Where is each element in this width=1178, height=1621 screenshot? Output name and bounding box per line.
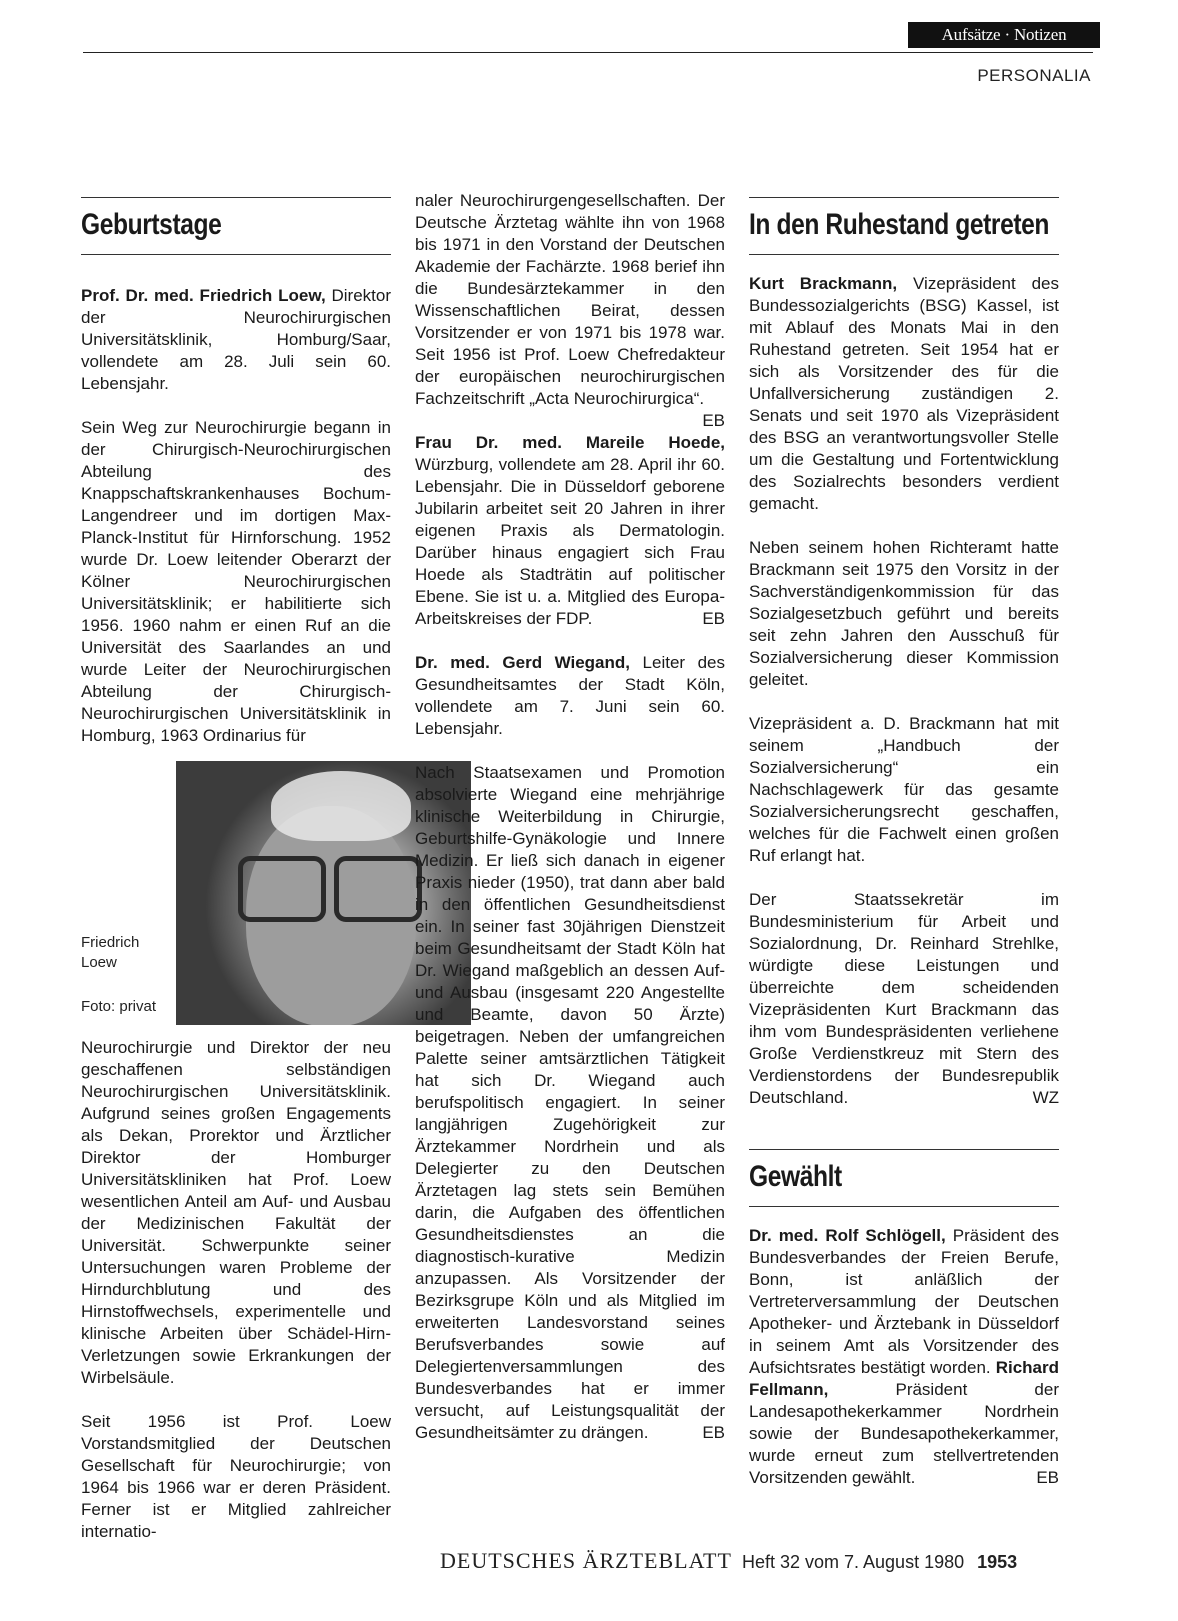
portrait-block [81,761,391,1031]
brackmann-p2: Neben seinem hohen Richteramt hatte Brackmann seit 1975 den Vorsitz in der Sachverständigenkommission für das Sozialgesetzbuch geführt und bereits seit zehn Jahren den Ausschuß für Sozialversicherung dieser Kommission geleitet. [749,538,1059,689]
magazine-name: DEUTSCHES ÄRZTEBLATT [440,1548,732,1573]
top-rule [83,52,1093,53]
loew-continued: Neurochirurgie und Direktor der neu geschaffenen selbständigen Neurochirurgischen Universitätsklinik. Aufgrund seines großen Engagements als Dekan, Prorektor und Ärztlicher Direktor der Homburger Universitätskliniken hat Prof. Loew wesentlichen Anteil am Auf- und Ausbau der Medizinischen Fakultät der Universität. Schwerpunkte seiner Untersuchungen waren Probleme der Hirndurchblutung und des Hirnstoffwechsels, experimentelle und klinische Arbeiten über Schädel-Hirn-Verletzungen sowie Erkrankungen der Wirbelsäule. [81,1038,391,1387]
schloegell-entry: Dr. med. Rolf Schlögell, Präsident des Bundesverbandes der Freien Berufe, Bonn, ist anläßlich der Vertreterversammlung der Deutschen Apotheker- und Ärztebank in Düsseldorf in seinem Amt als Vorsitzender des Aufsichtsrates bestätigt worden. Richard Fellmann, Präsident der Landesapothekerkammer Nordrhein sowie der Bundesapothekerkammer, wurde erneut zum stellvertretenden Vorsitzenden gewählt. EB [749,1226,1059,1487]
heading-gewaehlt: Gewählt [749,1160,842,1193]
loew-intro: Prof. Dr. med. Friedrich Loew, Direktor der Neurochirurgischen Universitätsklinik, Homburg/Saar, vollendete am 28. Juli sein 60. Lebensjahr. [81,286,392,393]
brackmann-name: Kurt Brackmann, [749,274,898,293]
column-1 [81,197,391,1543]
brackmann-p3: Vizepräsident a. D. Brackmann hat mit seinem „Handbuch der Sozialversicherung“ ein Nachschlagewerk für das gesamte Sozialversicherungsrecht geschaffen, welches für die Fachwelt einen großen Ruf erlangt hat. [749,714,1059,865]
signature-eb: EB [702,411,725,430]
loew-society: Seit 1956 ist Prof. Loew Vorstandsmitglied der Deutschen Gesellschaft für Neurochirurgie; von 1964 bis 1966 war er deren Präsident. Ferner ist er Mitglied zahlreicher internatio- [81,1412,391,1541]
signature-eb: EB [702,609,725,628]
signature-eb: EB [1036,1468,1059,1487]
column-2 [415,190,725,1444]
wiegand-career: Nach Staatsexamen und Promotion absolvierte Wiegand eine mehrjährige klinische Weiterbildung in Chirurgie, Geburtshilfe-Gynäkologie und Innere Medizin. Er ließ sich danach in eigener Praxis nieder (1950), trat dann aber bald in den öffentlichen Gesundheitsdienst ein. In seiner fast 30jährigen Dienstzeit beim Gesundheitsamt der Stadt Köln hat Dr. Wiegand maßgeblich an dessen Auf- und Ausbau (insgesamt 220 Angestellte und Beamte, davon 50 Ärzte) beigetragen. Neben der umfangreichen Palette seiner amtsärztlichen Tätigkeit hat sich Dr. Wiegand auch berufspolitisch engagiert. In seiner langjährigen Zugehörigkeit zur Ärztekammer Nordrhein und als Delegierter zu den Deutschen Ärztetagen lag stets sein Bemühen darin, die Aufgaben des öffentlichen Gesundheitsdienstes an die diagnostisch-kurative Medizin anzupassen. Als Vorsitzender der Bezirksgrupe Köln und als Mitglied im erweiterten Landesvorstand seines Berufsverbandes sowie auf Delegiertenversammlungen des Bundesverbandes hat er immer versucht, auf Leistungsqualität der Gesundheitsämter zu drängen. EB [415,763,725,1442]
heading-ruhestand: In den Ruhestand getreten [749,208,1050,241]
column-3 [749,197,1059,1489]
hoede-entry: Frau Dr. med. Mareile Hoede, Würzburg, vollendete am 28. April ihr 60. Lebensjahr. Die in Düsseldorf geborene Jubilarin arbeitet seit 20 Jahren in ihrer eigenen Praxis als Dermatologin. Darüber hinaus engagiert sich Frau Hoede als Stadträtin auf politischer Ebene. Sie ist u. a. Mitglied des Europa-Arbeitskreises der FDP. EB [415,433,725,628]
photo-credit: Foto: privat [81,998,157,1015]
wiegand-intro: Dr. med. Gerd Wiegand, Leiter des Gesundheitsamtes der Stadt Köln, vollendete am 7. Juni sein 60. Lebensjahr. [415,653,725,738]
fellmann-name: Richard Fellmann, [749,1358,1059,1399]
photo-caption: Friedrich Loew [81,934,140,971]
signature-eb: EB [702,1423,725,1442]
loew-career: Sein Weg zur Neurochirurgie begann in der Chirurgisch-Neurochirurgischen Abteilung des Knappschaftskrankenhauses Bochum-Langendreer und im dortigen Max-Planck-Institut für Hirnforschung. 1952 wurde Dr. Loew leitender Oberarzt der Kölner Neurochirurgischen Universitätsklinik; er habilitierte sich 1956. 1960 nahm er einen Ruf an die Universität des Saarlandes an und wurde Leiter der Neurochirurgischen Abteilung der Chirurgisch-Neurochirurgischen Universitätsklinik in Homburg, 1963 Ordinarius für [81,418,391,745]
heading-rule-bottom [81,254,391,255]
page-footer [440,1548,1017,1574]
wiegand-name: Dr. med. Gerd Wiegand, [415,653,631,672]
heading-geburtstage: Geburtstage [81,208,222,241]
loew-name: Prof. Dr. med. Friedrich Loew, [81,286,326,305]
loew-ending: naler Neurochirurgengesellschaften. Der Deutsche Ärztetag wählte ihn von 1968 bis 1971 in den Vorstand der Deutschen Akademie der Fachärzte. 1968 berief ihn die Bundesärztekammer in den Wissenschaftlichen Beirat, dessen Vorsitzender er von 1971 bis 1978 war. Seit 1956 ist Prof. Loew Chefredakteur der europäischen neurochirurgischen Fachzeitschrift „Acta Neurochirurgica“. EB [415,191,725,430]
schloegell-name: Dr. med. Rolf Schlögell, [749,1226,946,1245]
department-label: PERSONALIA [977,66,1091,85]
heading-rule-bottom [749,1206,1059,1207]
hoede-name: Frau Dr. med. Mareile Hoede, [415,433,725,452]
heading-rule-bottom [749,254,1059,255]
issue-info: Heft 32 vom 7. August 1980 [741,1552,965,1572]
section-tag: Aufsätze · Notizen [908,22,1100,48]
brackmann-intro: Kurt Brackmann, Vizepräsident des Bundessozialgerichts (BSG) Kassel, ist mit Ablauf des Monats Mai in den Ruhestand getreten. Seit 1954 hat er sich als Vorsitzender des für die Unfallversicherung zuständigen 2. Senats und seit 1970 als Vizepräsident des BSG an verantwortungsvoller Stelle um die Gestaltung und Fortentwicklung des Sozialrechts besonders verdient gemacht. [749,274,1059,513]
page-number: 1953 [977,1552,1018,1572]
signature-wz: WZ [1032,1088,1059,1107]
brackmann-p4: Der Staatssekretär im Bundesministerium für Arbeit und Sozialordnung, Dr. Reinhard Strehlke, würdigte diese Leistungen und überreichte dem scheidenden Vizepräsidenten Kurt Brackmann das ihm vom Bundespräsidenten verliehene Große Verdienstkreuz mit Stern des Verdienstordens der Bundesrepublik Deutschland. WZ [749,890,1059,1107]
